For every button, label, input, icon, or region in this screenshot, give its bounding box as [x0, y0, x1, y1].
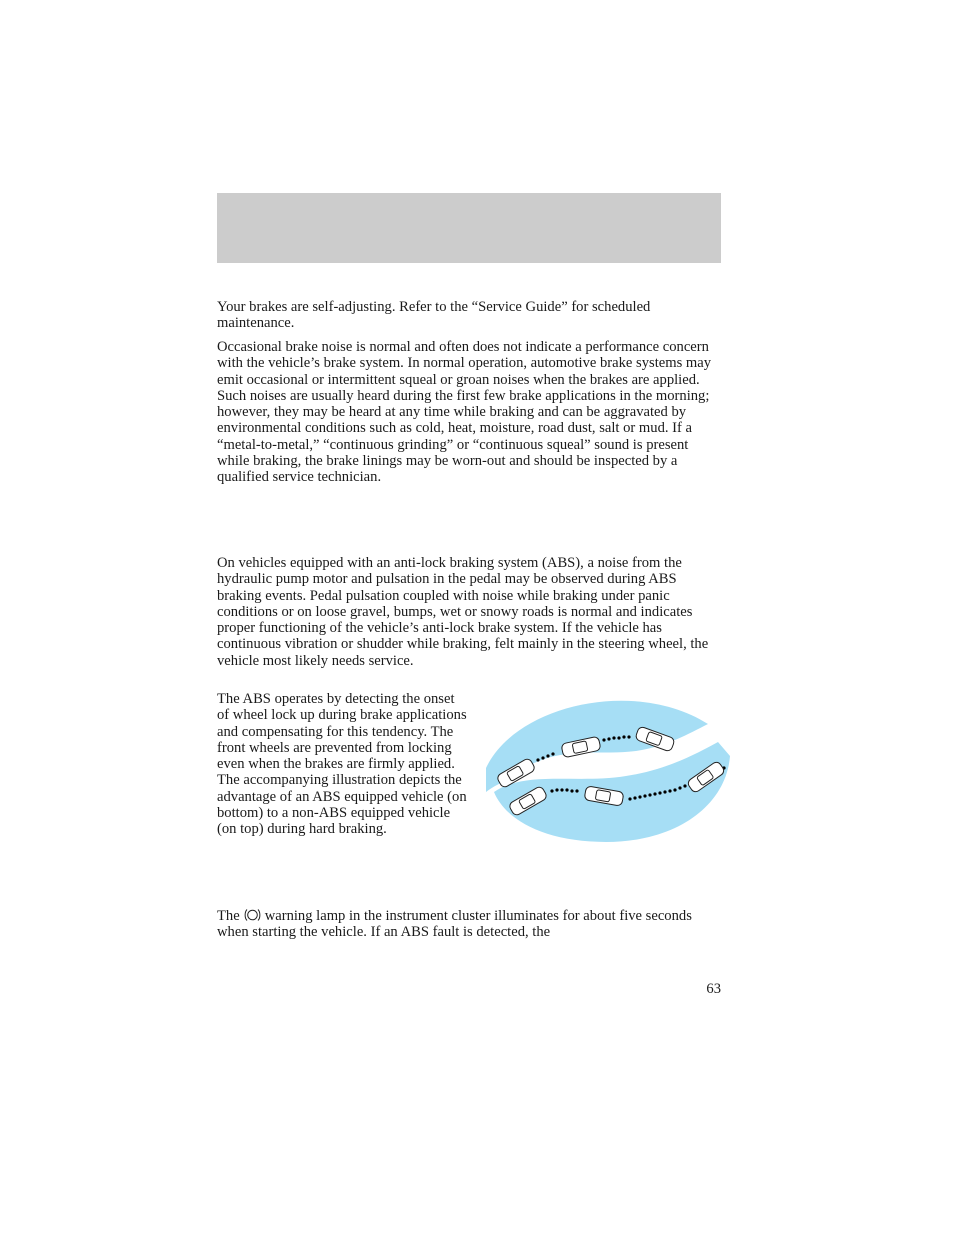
paragraph-brake-noise: Occasional brake noise is normal and often does not indicate a performance concern with the vehicle’s brake system. In normal operation, automotive brake systems may emit occasional or intermittent squeal or groan noises when the brakes are applied. Such noises are usually heard during the first few brake applications in the morning; however, they may be heard at any time while braking and can be aggravated by environmental conditions such as cold, heat, moisture, road dust, salt or mud. If a “metal-to-metal,” “continuous grinding” or “continuous squeal” sound is present while braking, the brake linings may be worn-out and should be inspected by a qualified service technician.: [217, 339, 712, 486]
warning-lamp-text-before: The: [217, 908, 240, 924]
warning-lamp-text-after: warning lamp in the instrument cluster illuminates for about five seconds when starting the vehicle. If an ABS fault is detected, the: [217, 908, 692, 941]
paragraph-abs-operation: The ABS operates by detecting the onset of wheel lock up during brake applications and compensating for this tendency. The front wheels are prevented from locking even when the brakes are firmly applied. The accompanying illustration depicts the advantage of an ABS equipped vehicle (on bottom) to a non-ABS equipped vehicle (on top) during hard braking.: [217, 691, 467, 838]
abs-warning-lamp-icon: [244, 908, 261, 922]
section-header-band: [217, 193, 721, 263]
paragraph-warning-lamp: [217, 908, 723, 941]
paragraph-abs-noise: On vehicles equipped with an anti-lock braking system (ABS), a noise from the hydraulic pump motor and pulsation in the pedal may be observed during ABS braking events. Pedal pulsation coupled with noise while braking under panic conditions or on loose gravel, bumps, wet or snowy roads is normal and indicates proper functioning of the vehicle’s anti-lock brake system. If the vehicle has continuous vibration or shudder while braking, felt mainly in the steering wheel, the vehicle most likely needs service.: [217, 555, 709, 669]
page-number: 63: [706, 981, 721, 997]
paragraph-self-adjusting: Your brakes are self-adjusting. Refer to the “Service Guide” for scheduled maintenance.: [217, 299, 651, 332]
abs-braking-illustration: [486, 696, 730, 842]
